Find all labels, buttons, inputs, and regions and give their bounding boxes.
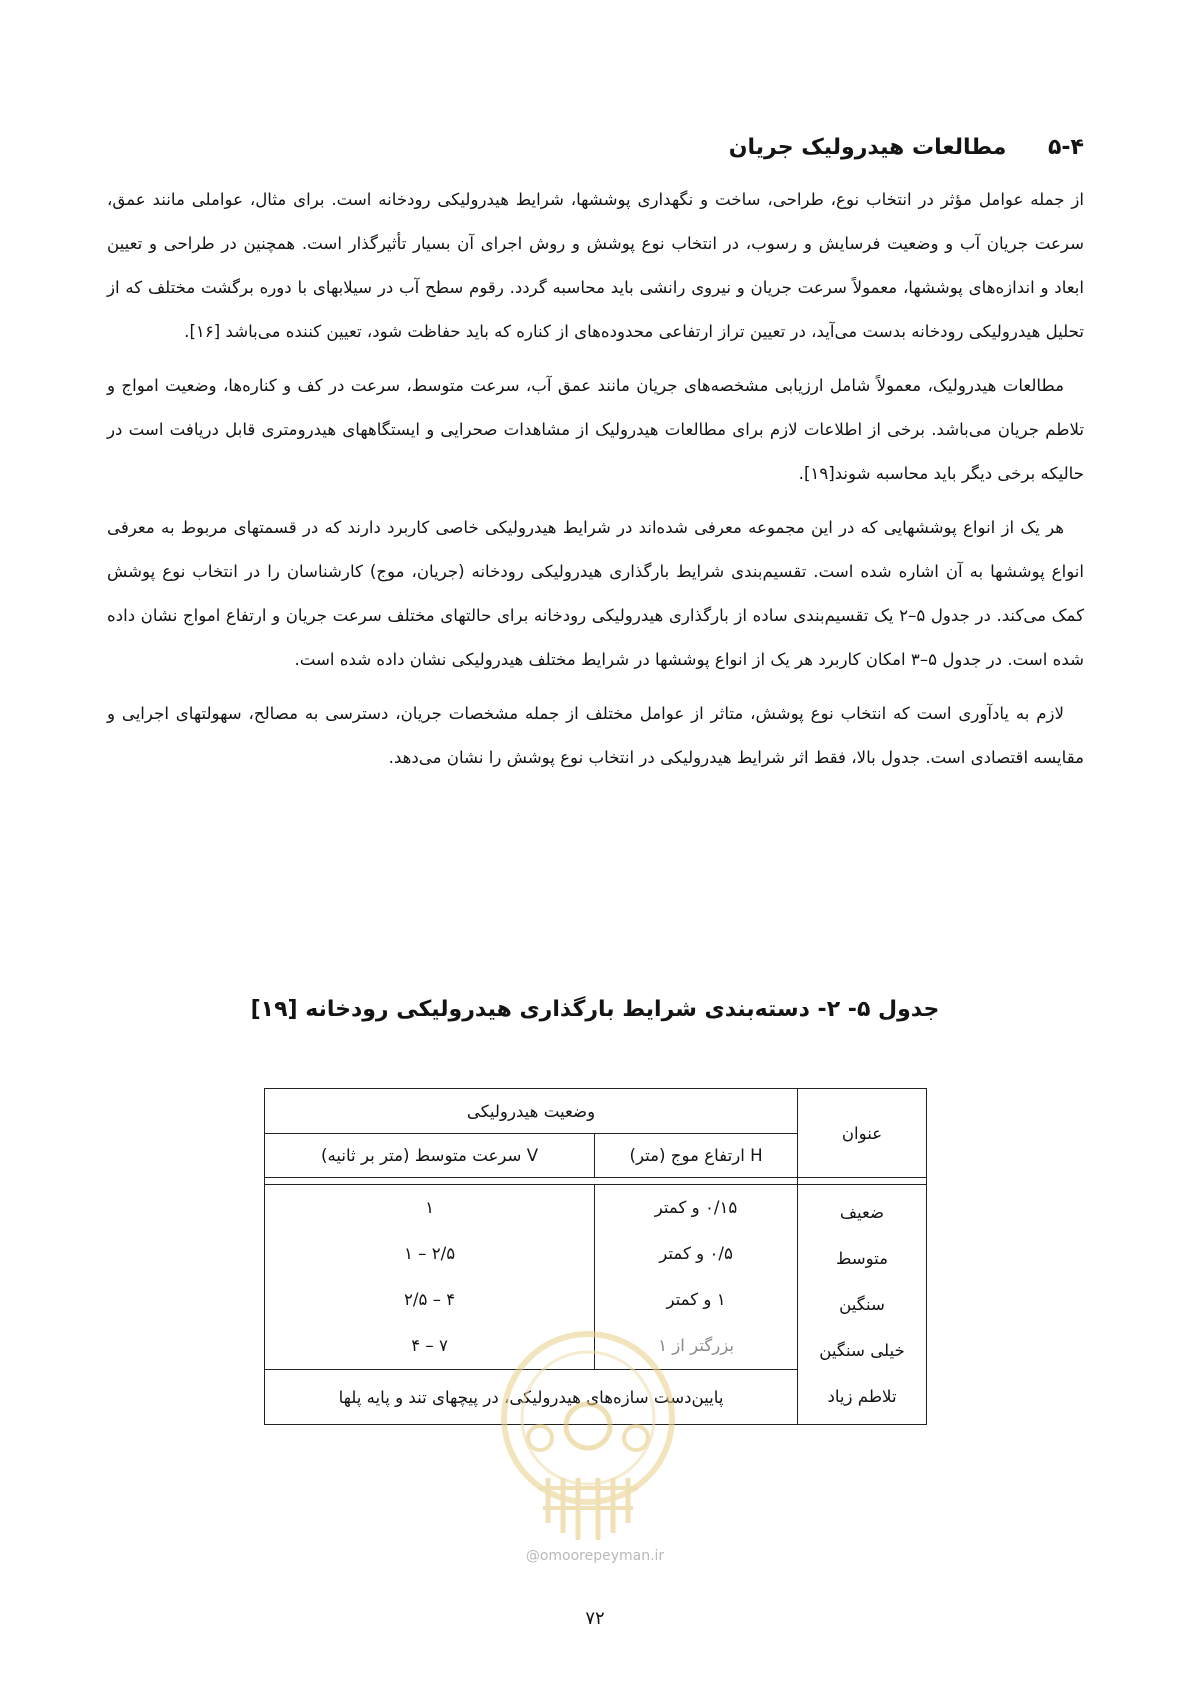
title-medium: متوسط: [835, 1248, 889, 1268]
table-footer-note: پایین‌دست سازه‌های هیدرولیکی، در پیچهای تند و پایه پلها: [265, 1370, 798, 1425]
title-very-heavy: خیلی سنگین: [819, 1340, 905, 1360]
velocity-value: ۴ – ۲/۵: [403, 1290, 456, 1309]
paragraph: مطالعات هیدرولیک، معمولاً شامل ارزیابی مشخصه‌های جریان مانند عمق آب، سرعت متوسط، سرعت در کف و کناره‌ها، وضعیت امواج و تلاطم جریان می‌باشد. برخی از اطلاعات لازم برای مطالعات هیدرولیک از مشاهدات صحرایی و ایستگاههای هیدرومتری قابل دریافت است در حالیکه برخی دیگر باید محاسبه شوند[۱۹].: [107, 376, 1084, 483]
watermark-url: @omoorepeyman.ir: [525, 1548, 665, 1564]
paragraph: از جمله عوامل مؤثر در انتخاب نوع، طراحی، ساخت و نگهداری پوششها، شرایط هیدرولیکی رودخانه است. برای مثال، عواملی مانند عمق، سرعت جریان آب و وضعیت فرسایش و رسوب، در انتخاب نوع پوشش و روش اجرای آن بسیار تأثیرگذار است. همچنین در طراحی و تعیین ابعاد و اندازه‌های پوششها، معمولاً سرعت جریان و نیروی رانشی باید محاسبه گردد. رقوم سطح آب در سیلابهای با دوره برگشت مختلف که از تحلیل هیدرولیکی رودخانه بدست می‌آید، در تعیین تراز ارتفاعی محدوده‌های از کناره که باید حفاظت شود، تعیین کننده می‌باشد [۱۶].: [107, 190, 1084, 341]
paragraph: هر یک از انواع پوششهایی که در این مجموعه معرفی شده‌اند در شرایط هیدرولیکی خاصی کاربرد دارند که در قسمتهای مربوط به معرفی انواع پوششها به آن اشاره شده است. تقسیم‌بندی شرایط بارگذاری هیدرولیکی رودخانه (جریان، موج) کارشناسان را در انتخاب نوع پوشش کمک می‌کند. در جدول ۵–۲ یک تقسیم‌بندی ساده از بارگذاری هیدرولیکی رودخانه برای حالتهای مختلف سرعت جریان و ارتفاع امواج نشان داده شده است. در جدول ۵–۳ امکان کاربرد هر یک از انواع پوششها در شرایط مختلف هیدرولیکی نشان داده شده است.: [107, 518, 1084, 669]
header-title: عنوان: [798, 1089, 927, 1178]
watermark-logo: [488, 1318, 688, 1568]
title-heavy: سنگین: [839, 1294, 885, 1314]
wave-value: ۰/۱۵ و کمتر: [654, 1198, 738, 1217]
header-hydraulic-condition: وضعیت هیدرولیکی: [265, 1089, 798, 1134]
wave-value: ۰/۵ و کمتر: [659, 1244, 733, 1263]
header-wave-height: H ارتفاع موج (متر): [595, 1134, 798, 1178]
body-text: [107, 178, 1084, 790]
title-high-turbulence: تلاطم زیاد: [827, 1386, 897, 1406]
header-mean-velocity: V سرعت متوسط (متر بر ثانیه): [265, 1134, 595, 1178]
title-column-cell: [798, 1185, 927, 1425]
velocity-value: ۷ – ۴: [411, 1336, 448, 1355]
section-title: مطالعات هیدرولیک جریان: [728, 135, 1007, 160]
velocity-value: ۱: [425, 1198, 434, 1217]
title-weak: ضعیف: [839, 1202, 885, 1222]
table-caption: جدول ۵- ۲- دسته‌بندی شرایط بارگذاری هیدرولیکی رودخانه [۱۹]: [250, 997, 940, 1022]
wave-value: بزرگتر از ۱: [658, 1336, 735, 1355]
velocity-value: ۲/۵ – ۱: [403, 1244, 456, 1263]
paragraph: لازم به یادآوری است که انتخاب نوع پوشش، متاثر از عوامل مختلف از جمله مشخصات جریان، دسترسی به مصالح، سهولتهای اجرایی و مقایسه اقتصادی است. جدول بالا، فقط اثر شرایط هیدرولیکی در انتخاب نوع پوشش را نشان می‌دهد.: [107, 704, 1084, 767]
section-heading: [106, 128, 1084, 168]
page-number: ۷۲: [585, 1608, 605, 1629]
section-number: ۵-۴: [1048, 135, 1084, 160]
wave-value: ۱ و کمتر: [666, 1290, 726, 1309]
